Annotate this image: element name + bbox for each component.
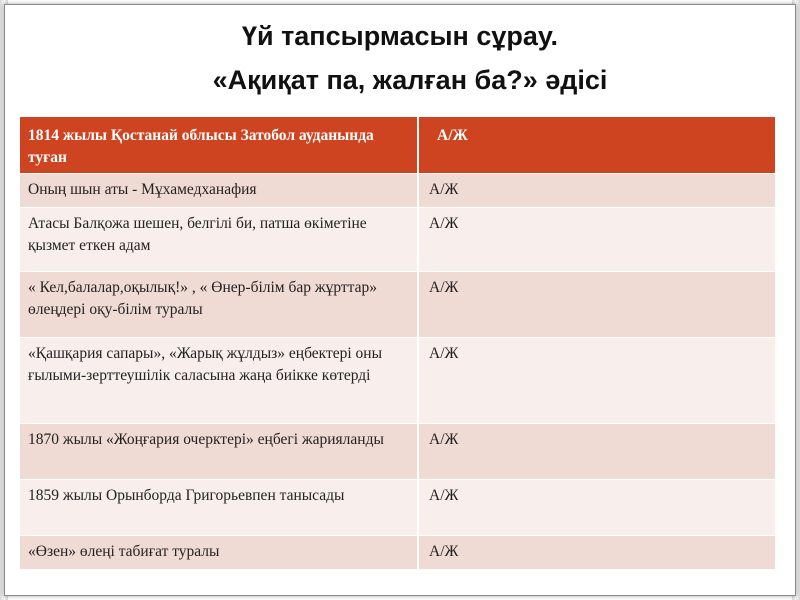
table-row <box>20 480 775 536</box>
table-row <box>20 536 775 570</box>
table-row <box>20 338 775 424</box>
answer-cell: А/Ж <box>418 208 775 272</box>
answer-cell: А/Ж <box>418 480 775 536</box>
true-false-table <box>20 116 775 570</box>
table-row <box>20 208 775 272</box>
statement-cell: « Кел,балалар,оқылық!» , « Өнер-білім бар жұрттар» өлеңдері оқу-білім туралы <box>20 272 418 338</box>
table-row <box>20 174 775 208</box>
title-line-2: «Ақиқат па, жалған ба?» әдісі <box>212 65 608 95</box>
answer-cell: А/Ж <box>418 536 775 570</box>
statement-cell: 1859 жылы Орынборда Григорьевпен танысады <box>20 480 418 536</box>
statement-cell: «Қашқария сапары», «Жарық жұлдыз» еңбектері оны ғылыми-зерттеушілік саласына жаңа биікке көтерді <box>20 338 418 424</box>
statement-cell: Оның шын аты - Мұхамедханафия <box>20 174 418 208</box>
slide-title <box>0 14 800 102</box>
table-row <box>20 424 775 480</box>
statement-cell: «Өзен» өлеңі табиғат туралы <box>20 536 418 570</box>
answer-cell: А/Ж <box>418 338 775 424</box>
title-line-1: Үй тапсырмасын сұрау. <box>241 21 559 51</box>
statement-cell: Атасы Балқожа шешен, белгілі би, патша өкіметіне қызмет еткен адам <box>20 208 418 272</box>
table-row <box>20 272 775 338</box>
statement-cell: 1870 жылы «Жоңғария очерктері» еңбегі жарияланды <box>20 424 418 480</box>
table-header-row <box>20 117 775 174</box>
answer-cell: А/Ж <box>418 174 775 208</box>
header-statement-cell: 1814 жылы Қостанай облысы Затобол ауданында туған <box>20 117 418 174</box>
answer-cell: А/Ж <box>418 424 775 480</box>
header-answer-cell: А/Ж <box>418 117 775 174</box>
answer-cell: А/Ж <box>418 272 775 338</box>
